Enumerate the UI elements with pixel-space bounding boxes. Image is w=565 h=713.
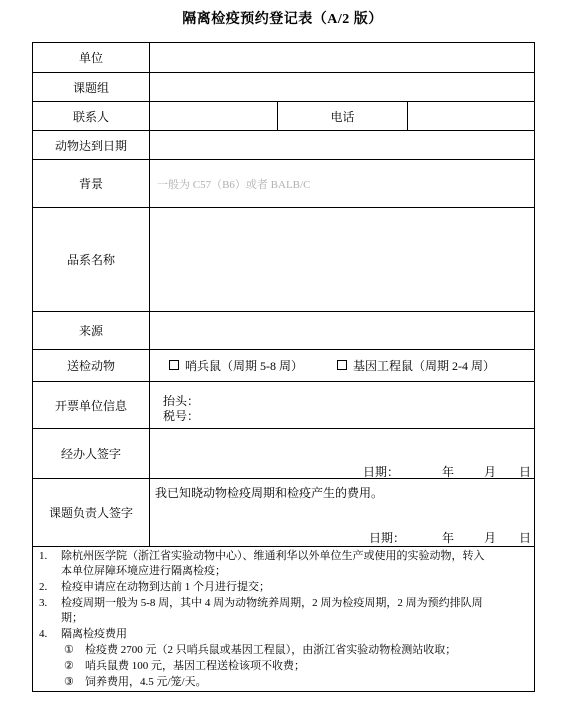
handler-day-label: 日 — [519, 465, 532, 479]
handler-year-label: 年 — [442, 465, 455, 479]
phone-label: 电话 — [330, 109, 355, 124]
page-title: 隔离检疫预约登记表（A/2 版） — [182, 12, 383, 27]
note-1-line-1: 除杭州医学院（浙江省实验动物中心）、维通利华以外单位生产或使用的实验动物，转入 — [61, 550, 485, 562]
fee-number: ③ — [64, 676, 74, 688]
contact-field[interactable] — [150, 102, 277, 130]
pi-date-label: 日期： — [369, 531, 406, 545]
pi-month-label: 月 — [484, 531, 497, 545]
fee-number: ② — [64, 660, 74, 672]
handler-sign-label: 经办人签字 — [33, 429, 150, 478]
registration-form — [32, 42, 535, 692]
handler-month-label: 月 — [484, 465, 497, 479]
row-contact — [33, 102, 534, 131]
unit-field[interactable] — [150, 43, 534, 72]
background-field[interactable] — [157, 160, 534, 207]
row-animals — [33, 350, 534, 382]
fee-1: 检疫费 2700 元（2 只哨兵鼠或基因工程鼠），由浙江省实验动物检测站收取； — [85, 644, 457, 656]
row-group — [33, 73, 534, 102]
row-unit — [33, 43, 534, 73]
fee-3: 饲养费用，4.5 元/笼/天。 — [85, 676, 207, 688]
row-arrival-date — [33, 131, 534, 160]
arrival-date-field[interactable] — [150, 131, 534, 159]
note-number: 3. — [39, 597, 48, 609]
row-invoice — [33, 382, 534, 429]
row-handler-sign — [33, 429, 534, 479]
invoice-header-label: 抬头： — [163, 394, 200, 408]
handler-date-label: 日期： — [363, 465, 400, 479]
contact-label: 联系人 — [33, 102, 150, 130]
strain-label: 品系名称 — [33, 208, 150, 311]
pi-year-label: 年 — [442, 531, 455, 545]
background-hint: 一般为 C57（B6）或者 BALB/C — [157, 178, 311, 191]
fee-2: 哨兵鼠费 100 元，基因工程送检该项不收费； — [85, 660, 305, 672]
pi-statement: 我已知晓动物检疫周期和检疫产生的费用。 — [155, 486, 384, 500]
source-field[interactable] — [150, 312, 534, 349]
note-3-line-2: 期； — [61, 612, 83, 624]
source-label: 来源 — [33, 312, 150, 349]
option-sentinel[interactable] — [169, 350, 339, 381]
note-2: 检疫申请应在动物到达前 1 个月进行提交； — [61, 581, 270, 593]
option-sentinel-label: 哨兵鼠（周期 5-8 周） — [185, 359, 303, 373]
note-3-line-1: 检疫周期一般为 5-8 周，其中 4 周为动物统养周期，2 周为检疫周期，2 周为预约排队周 — [61, 597, 483, 609]
group-label: 课题组 — [33, 73, 150, 101]
pi-sign-label: 课题负责人签字 — [33, 479, 150, 546]
fee-number: ① — [64, 644, 74, 656]
background-label: 背景 — [33, 160, 150, 207]
option-ge[interactable] — [337, 350, 534, 381]
checkbox-ge[interactable] — [337, 360, 347, 370]
group-field[interactable] — [150, 73, 534, 101]
note-number: 2. — [39, 581, 48, 593]
row-strain — [33, 208, 534, 312]
row-source — [33, 312, 534, 350]
animals-label: 送检动物 — [33, 350, 150, 381]
strain-field[interactable] — [150, 208, 534, 311]
phone-field[interactable] — [408, 102, 534, 130]
arrival-date-label: 动物达到日期 — [33, 131, 150, 159]
note-1-line-2: 本单位屏障环境应进行隔离检疫； — [61, 565, 226, 577]
option-ge-label: 基因工程鼠（周期 2-4 周） — [353, 359, 495, 373]
checkbox-sentinel[interactable] — [169, 360, 179, 370]
unit-label: 单位 — [33, 43, 150, 72]
invoice-label: 开票单位信息 — [33, 382, 150, 428]
row-pi-sign — [33, 479, 534, 547]
note-number: 4. — [39, 628, 48, 640]
note-4: 隔离检疫费用 — [61, 628, 127, 640]
invoice-tax-label: 税号： — [163, 409, 200, 423]
row-background — [33, 160, 534, 208]
pi-day-label: 日 — [519, 531, 532, 545]
note-number: 1. — [39, 550, 48, 562]
